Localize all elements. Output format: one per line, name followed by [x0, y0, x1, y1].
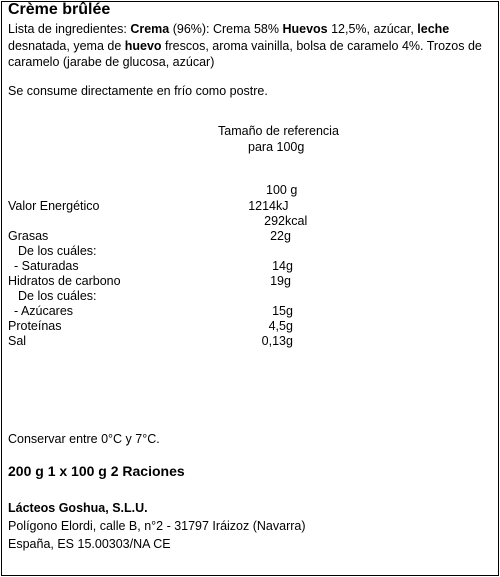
ingredient-segment: 12,5%, azúcar,: [327, 22, 418, 36]
ingredient-segment: frescos, aroma vainilla, bolsa de caramelo 4%. Trozos de caramelo (jarabe de glucosa, azúcar): [8, 38, 482, 69]
product-title: Crème brûlée: [8, 1, 111, 18]
ingredient-segment: desnatada, yema de: [8, 38, 125, 53]
usage-note: Se consume directamente en frío como postre.: [8, 84, 268, 98]
energy-kj-value: 1214: [248, 199, 276, 213]
nutrient-value-sugars: 15: [272, 304, 286, 318]
nutrient-label-carbs: Hidratos de carbono: [8, 274, 121, 288]
ingredient-segment: Crema: [130, 22, 170, 36]
reference-size-line2: para 100g: [248, 140, 305, 154]
energy-label: Valor Energético: [8, 199, 100, 213]
ingredient-segment: Lista de ingredientes:: [8, 22, 131, 36]
nutrient-value-carbs: 19: [270, 274, 284, 288]
nutrient-value-salt: 0,13: [261, 334, 286, 348]
portions-info: 200 g 1 x 100 g 2 Raciones: [8, 463, 185, 479]
ingredient-segment: leche: [417, 22, 450, 36]
nutrient-sublabel-fat: De los cuáles:: [18, 244, 97, 258]
nutrient-value-saturated: 14: [272, 259, 286, 273]
energy-kcal-unit: kcal: [285, 214, 308, 228]
nutrient-unit-saturated: g: [286, 259, 293, 273]
nutrition-column-header: 100 g: [266, 183, 298, 197]
nutrient-label-sugars: - Azúcares: [14, 304, 74, 318]
nutrient-value-protein: 4,5: [268, 319, 286, 333]
company-address: Polígono Elordi, calle B, n°2 - 31797 Iráizoz (Navarra): [8, 519, 306, 533]
ingredient-segment: Huevos: [282, 22, 328, 36]
nutrient-unit-carbs: g: [284, 274, 291, 288]
nutrient-unit-sugars: g: [286, 304, 293, 318]
nutrient-sublabel-carbs: De los cuáles:: [18, 289, 97, 303]
nutrient-label-salt: Sal: [8, 334, 27, 348]
nutrient-label-saturated: - Saturadas: [14, 259, 79, 273]
energy-kcal-value: 292: [264, 214, 285, 228]
nutrient-unit-salt: g: [286, 334, 293, 348]
nutrient-unit-fat: g: [284, 229, 291, 243]
ingredients-list: [8, 21, 492, 71]
company-name: Lácteos Goshua, S.L.U.: [8, 501, 148, 515]
nutrient-label-fat: Grasas: [8, 229, 49, 243]
company-registry: España, ES 15.00303/NA CE: [8, 537, 171, 551]
energy-kj-unit: kJ: [276, 199, 289, 213]
ingredient-segment: huevo: [124, 38, 162, 53]
nutrient-value-fat: 22: [270, 229, 284, 243]
ingredient-segment: (96%): Crema 58%: [169, 22, 283, 36]
reference-size-line1: Tamaño de referencia: [218, 124, 339, 138]
storage-instructions: Conservar entre 0°C y 7°C.: [8, 432, 160, 446]
nutrient-label-protein: Proteínas: [8, 319, 62, 333]
nutrient-unit-protein: g: [286, 319, 293, 333]
